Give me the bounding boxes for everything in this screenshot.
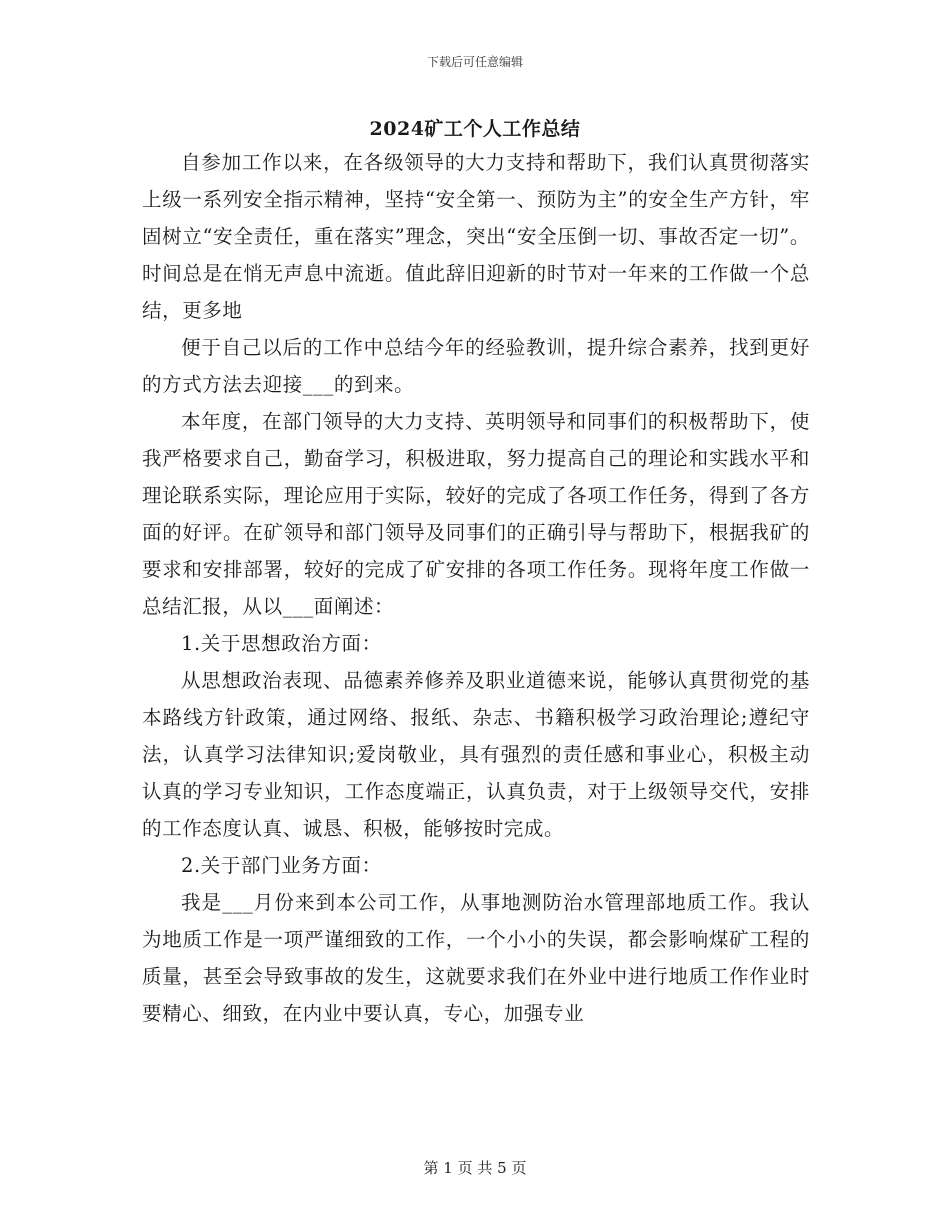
paragraph-continuation: 便于自己以后的工作中总结今年的经验教训，提升综合素养，找到更好的方式方法去迎接___的到来。 (142, 336, 810, 396)
paragraph-political: 从思想政治表现、品德素养修养及职业道德来说，能够认真贯彻党的基本路线方针政策，通过网络、报纸、杂志、书籍积极学习政治理论;遵纪守法，认真学习法律知识;爱岗敬业，具有强烈的责任感和事业心，积极主动认真的学习专业知识，工作态度端正，认真负责，对于上级领导交代，安排的工作态度认真、诚恳、积极，能够按时完成。 (142, 669, 810, 840)
paragraph-intro: 自参加工作以来，在各级领导的大力支持和帮助下，我们认真贯彻落实上级一系列安全指示精神，坚持“安全第一、预防为主”的安全生产方针，牢固树立“安全责任，重在落实”理念，突出“安全压倒一切、事故否定一切”。时间总是在悄无声息中流逝。值此辞旧迎新的时节对一年来的工作做一个总结，更多地 (142, 151, 810, 322)
paragraph-business: 我是___月份来到本公司工作，从事地测防治水管理部地质工作。我认为地质工作是一项严谨细致的工作，一个小小的失误，都会影响煤矿工程的质量，甚至会导致事故的发生，这就要求我们在外业中进行地质工作作业时要精心、细致，在内业中要认真，专心，加强专业 (142, 891, 810, 1025)
document-title: 2024矿工个人工作总结 (369, 118, 581, 140)
page-header-note: 下载后可任意编辑 (426, 55, 523, 69)
page-number-indicator: 第 1 页 共 5 页 (423, 1159, 527, 1177)
section-heading-business: 2.关于部门业务方面： (181, 854, 382, 877)
paragraph-annual-overview: 本年度，在部门领导的大力支持、英明领导和同事们的积极帮助下，使我严格要求自己，勤奋学习，积极进取，努力提高自己的理论和实践水平和理论联系实际，理论应用于实际，较好的完成了各项工作任务，得到了各方面的好评。在矿领导和部门领导及同事们的正确引导与帮助下，根据我矿的要求和安排部署，较好的完成了矿安排的各项工作任务。现将年度工作做一总结汇报，从以___面阐述： (142, 410, 810, 618)
section-heading-political: 1.关于思想政治方面： (181, 632, 382, 655)
document-body (142, 144, 810, 1032)
